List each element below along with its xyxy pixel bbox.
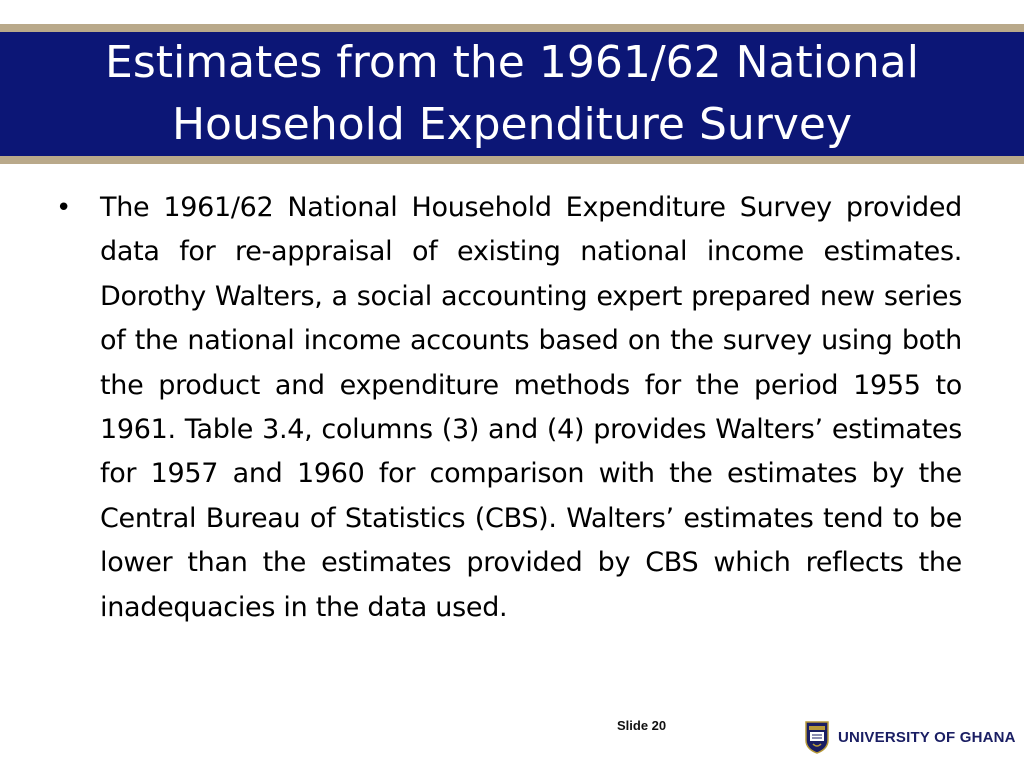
university-logo [804, 718, 1016, 756]
university-name: UNIVERSITY OF GHANA [838, 728, 1016, 746]
slide-body [56, 186, 966, 630]
title-band [0, 32, 1024, 156]
university-crest-icon [804, 720, 830, 754]
bullet-glyph: • [56, 193, 72, 223]
title-bottom-stripe [0, 156, 1024, 164]
title-top-stripe [0, 24, 1024, 32]
slide-number: Slide 20 [617, 718, 667, 733]
bullet-item [56, 186, 966, 630]
bullet-text: The 1961/62 National Household Expenditure Survey provided data for re-appraisal of existing national income estimates. Dorothy Walters, a social accounting expert prepared new series of the national income accounts based on the survey using both the product and expenditure methods for the period 1955 to 1961. Table 3.4, columns (3) and (4) provides Walters’ estimates for 1957 and 1960 for comparison with the estimates by the Central Bureau of Statistics (CBS). Walters’ estimates tend to be lower than the estimates provided by CBS which reflects the inadequacies in the data used. [100, 192, 962, 623]
slide-title: Estimates from the 1961/62 National Household Expenditure Survey [105, 37, 919, 150]
